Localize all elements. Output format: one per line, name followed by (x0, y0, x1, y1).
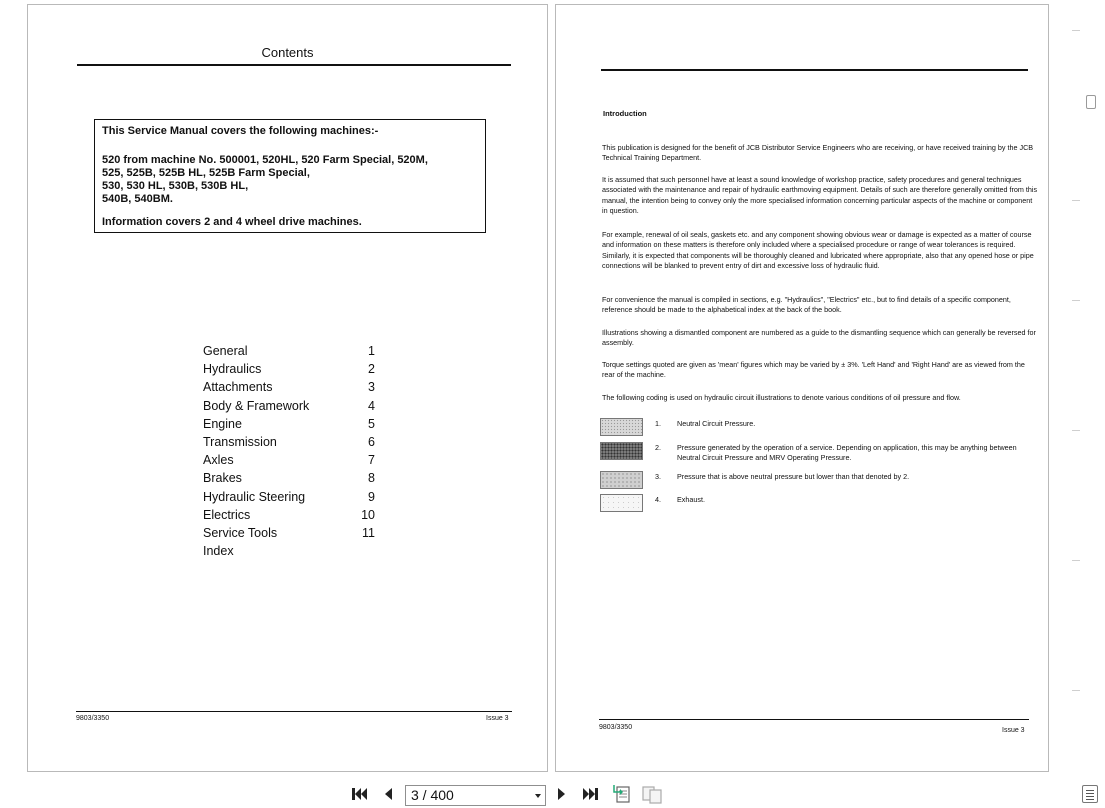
legend-item (600, 418, 1030, 438)
intro-paragraph: For example, renewal of oil seals, gaskets etc. and any component showing obvious wear or damage is expected as a matter of course and information on these matters is therefore only included where a specialised procedure or range of wear tolerances is required. Similarly, it is expected that components will be thoroughly cleaned and lubricated where appropriate, also that any opened hose or pipe connections will be blanked to prevent entry of dirt and excessive loss of hydraulic fluid. (602, 230, 1034, 270)
toc-label: Index (203, 544, 234, 559)
legend-swatch-exhaust (600, 494, 643, 512)
intro-paragraph: This publication is designed for the benefit of JCB Distributor Service Engineers who are receiving, or have received training by the JCB Technical Training Department. (602, 143, 1034, 163)
machines-covered-box (94, 119, 486, 233)
toc-number: 6 (368, 434, 375, 449)
scroll-thumb[interactable] (1086, 95, 1096, 109)
toc-label: Service Tools (203, 525, 278, 540)
toc-entry-hydraulic-steering[interactable] (203, 488, 383, 506)
footer-rule (599, 719, 1029, 720)
machines-line: 520 from machine No. 500001, 520HL, 520 Farm Special, 520M, (102, 154, 428, 166)
first-page-icon (351, 786, 369, 802)
legend-text: Pressure generated by the operation of a service. Depending on application, this may be anything between Neutral Circuit Pressure and MRV Operating Pressure. (677, 443, 1017, 463)
toc-label: Hydraulic Steering (203, 489, 306, 504)
toc-number: 1 (368, 344, 375, 358)
footer-rule (76, 711, 512, 712)
machines-line: 540B, 540BM. (102, 193, 173, 205)
toc-entry-index[interactable] (203, 542, 383, 560)
toc-label: Transmission (203, 434, 277, 449)
next-page-icon (556, 786, 568, 802)
toc-label: Brakes (203, 471, 242, 486)
legend-swatch-service (600, 442, 643, 460)
toc-number: 2 (368, 362, 375, 377)
toc-entry-body-framework[interactable] (203, 397, 383, 415)
intro-paragraph: It is assumed that such personnel have at least a sound knowledge of workshop practice, safety procedures and general techniques associated with the maintenance and repair of hydraulic earthmoving equipment. Details of such are therefore generally omitted from this manual, the intention being to convey only the more specialised information concerning particular aspects of the machine or component in question. (602, 175, 1038, 215)
header-rule (601, 69, 1028, 71)
menu-icon (1086, 790, 1094, 791)
intro-paragraph: The following coding is used on hydraulic circuit illustrations to denote various conditions of oil pressure and flow. (602, 393, 961, 402)
last-page-icon (581, 786, 599, 802)
toc-entry-engine[interactable] (203, 415, 383, 433)
intro-paragraph: Illustrations showing a dismantled component are numbered as a guide to the dismantling sequence which can generally be reversed for assembly. (602, 328, 1036, 348)
toc-number: 5 (368, 416, 375, 431)
previous-page-button[interactable] (380, 785, 396, 803)
first-page-button[interactable] (350, 785, 370, 803)
last-page-button[interactable] (580, 785, 600, 803)
machines-line: 530, 530 HL, 530B, 530B HL, (102, 180, 249, 192)
single-page-view-button[interactable] (611, 785, 633, 803)
menu-button[interactable] (1082, 785, 1098, 803)
header-rule (77, 64, 511, 66)
toc-entry-service-tools[interactable] (203, 524, 383, 542)
legend-item (600, 494, 1030, 514)
legend-text: Pressure that is above neutral pressure but lower than that denoted by 2. (677, 472, 910, 481)
toc-entry-electrics[interactable] (203, 506, 383, 524)
introduction-title: Introduction (603, 109, 647, 118)
legend-text: Neutral Circuit Pressure. (677, 419, 756, 428)
toc-label: Hydraulics (203, 362, 262, 377)
chevron-down-icon (535, 794, 541, 798)
toc-entry-axles[interactable] (203, 451, 383, 469)
toc-number: 8 (368, 471, 375, 486)
previous-page-icon (382, 786, 394, 802)
toc-number: 3 (368, 380, 375, 395)
table-of-contents (203, 342, 383, 560)
toc-label: Axles (203, 453, 234, 468)
legend-text: Exhaust. (677, 495, 705, 504)
page-right-introduction (555, 4, 1049, 772)
toc-label: Engine (203, 416, 242, 431)
footer-issue: Issue 3 (486, 715, 509, 722)
single-page-view-icon (612, 784, 632, 804)
footer-issue: Issue 3 (1002, 727, 1025, 734)
toc-label: Electrics (203, 507, 251, 522)
legend-number: 1. (655, 419, 661, 428)
intro-paragraph: Torque settings quoted are given as 'mean' figures which may be varied by ± 3%. 'Left Hand' and 'Right Hand' are as viewed from the rear of the machine. (602, 360, 1025, 380)
intro-paragraph: For convenience the manual is compiled in sections, e.g. "Hydraulics", "Electrics" etc., but to find details of a specific component, reference should be made to the alphabetical index at the back of the book. (602, 295, 1011, 315)
toc-entry-brakes[interactable] (203, 469, 383, 487)
legend-swatch-above-neutral (600, 471, 643, 489)
two-page-view-button[interactable] (640, 785, 664, 803)
legend-item (600, 442, 1030, 464)
machines-heading: This Service Manual covers the following machines:- (102, 125, 379, 137)
next-page-button[interactable] (554, 785, 570, 803)
toc-number: 11 (362, 525, 375, 540)
machines-line: 525, 525B, 525B HL, 525B Farm Special, (102, 167, 310, 179)
contents-title: Contents (261, 45, 314, 60)
legend-swatch-neutral (600, 418, 643, 436)
footer-code: 9803/3350 (599, 724, 633, 731)
toc-label: Body & Framework (203, 398, 310, 413)
navigation-toolbar (0, 780, 1105, 808)
page-number-select[interactable] (405, 785, 546, 806)
toc-number: 9 (368, 489, 375, 504)
page-indicator: 3 / 400 (411, 787, 454, 803)
toc-entry-general[interactable] (203, 342, 383, 360)
machines-note: Information covers 2 and 4 wheel drive machines. (102, 216, 362, 228)
page-left-contents (27, 4, 548, 772)
vertical-scrollbar[interactable] (1064, 0, 1105, 772)
legend-number: 3. (655, 472, 661, 481)
two-page-view-icon (641, 784, 663, 804)
toc-entry-transmission[interactable] (203, 433, 383, 451)
toc-label: General (203, 344, 248, 358)
legend-number: 2. (655, 443, 661, 452)
toc-entry-hydraulics[interactable] (203, 360, 383, 378)
legend-item (600, 471, 1030, 491)
footer-code: 9803/3350 (76, 715, 110, 722)
machines-list (102, 154, 478, 206)
toc-number: 7 (368, 453, 375, 468)
toc-number: 4 (368, 398, 375, 413)
toc-label: Attachments (203, 380, 273, 395)
legend-number: 4. (655, 495, 661, 504)
toc-entry-attachments[interactable] (203, 378, 383, 396)
toc-number: 10 (361, 507, 375, 522)
